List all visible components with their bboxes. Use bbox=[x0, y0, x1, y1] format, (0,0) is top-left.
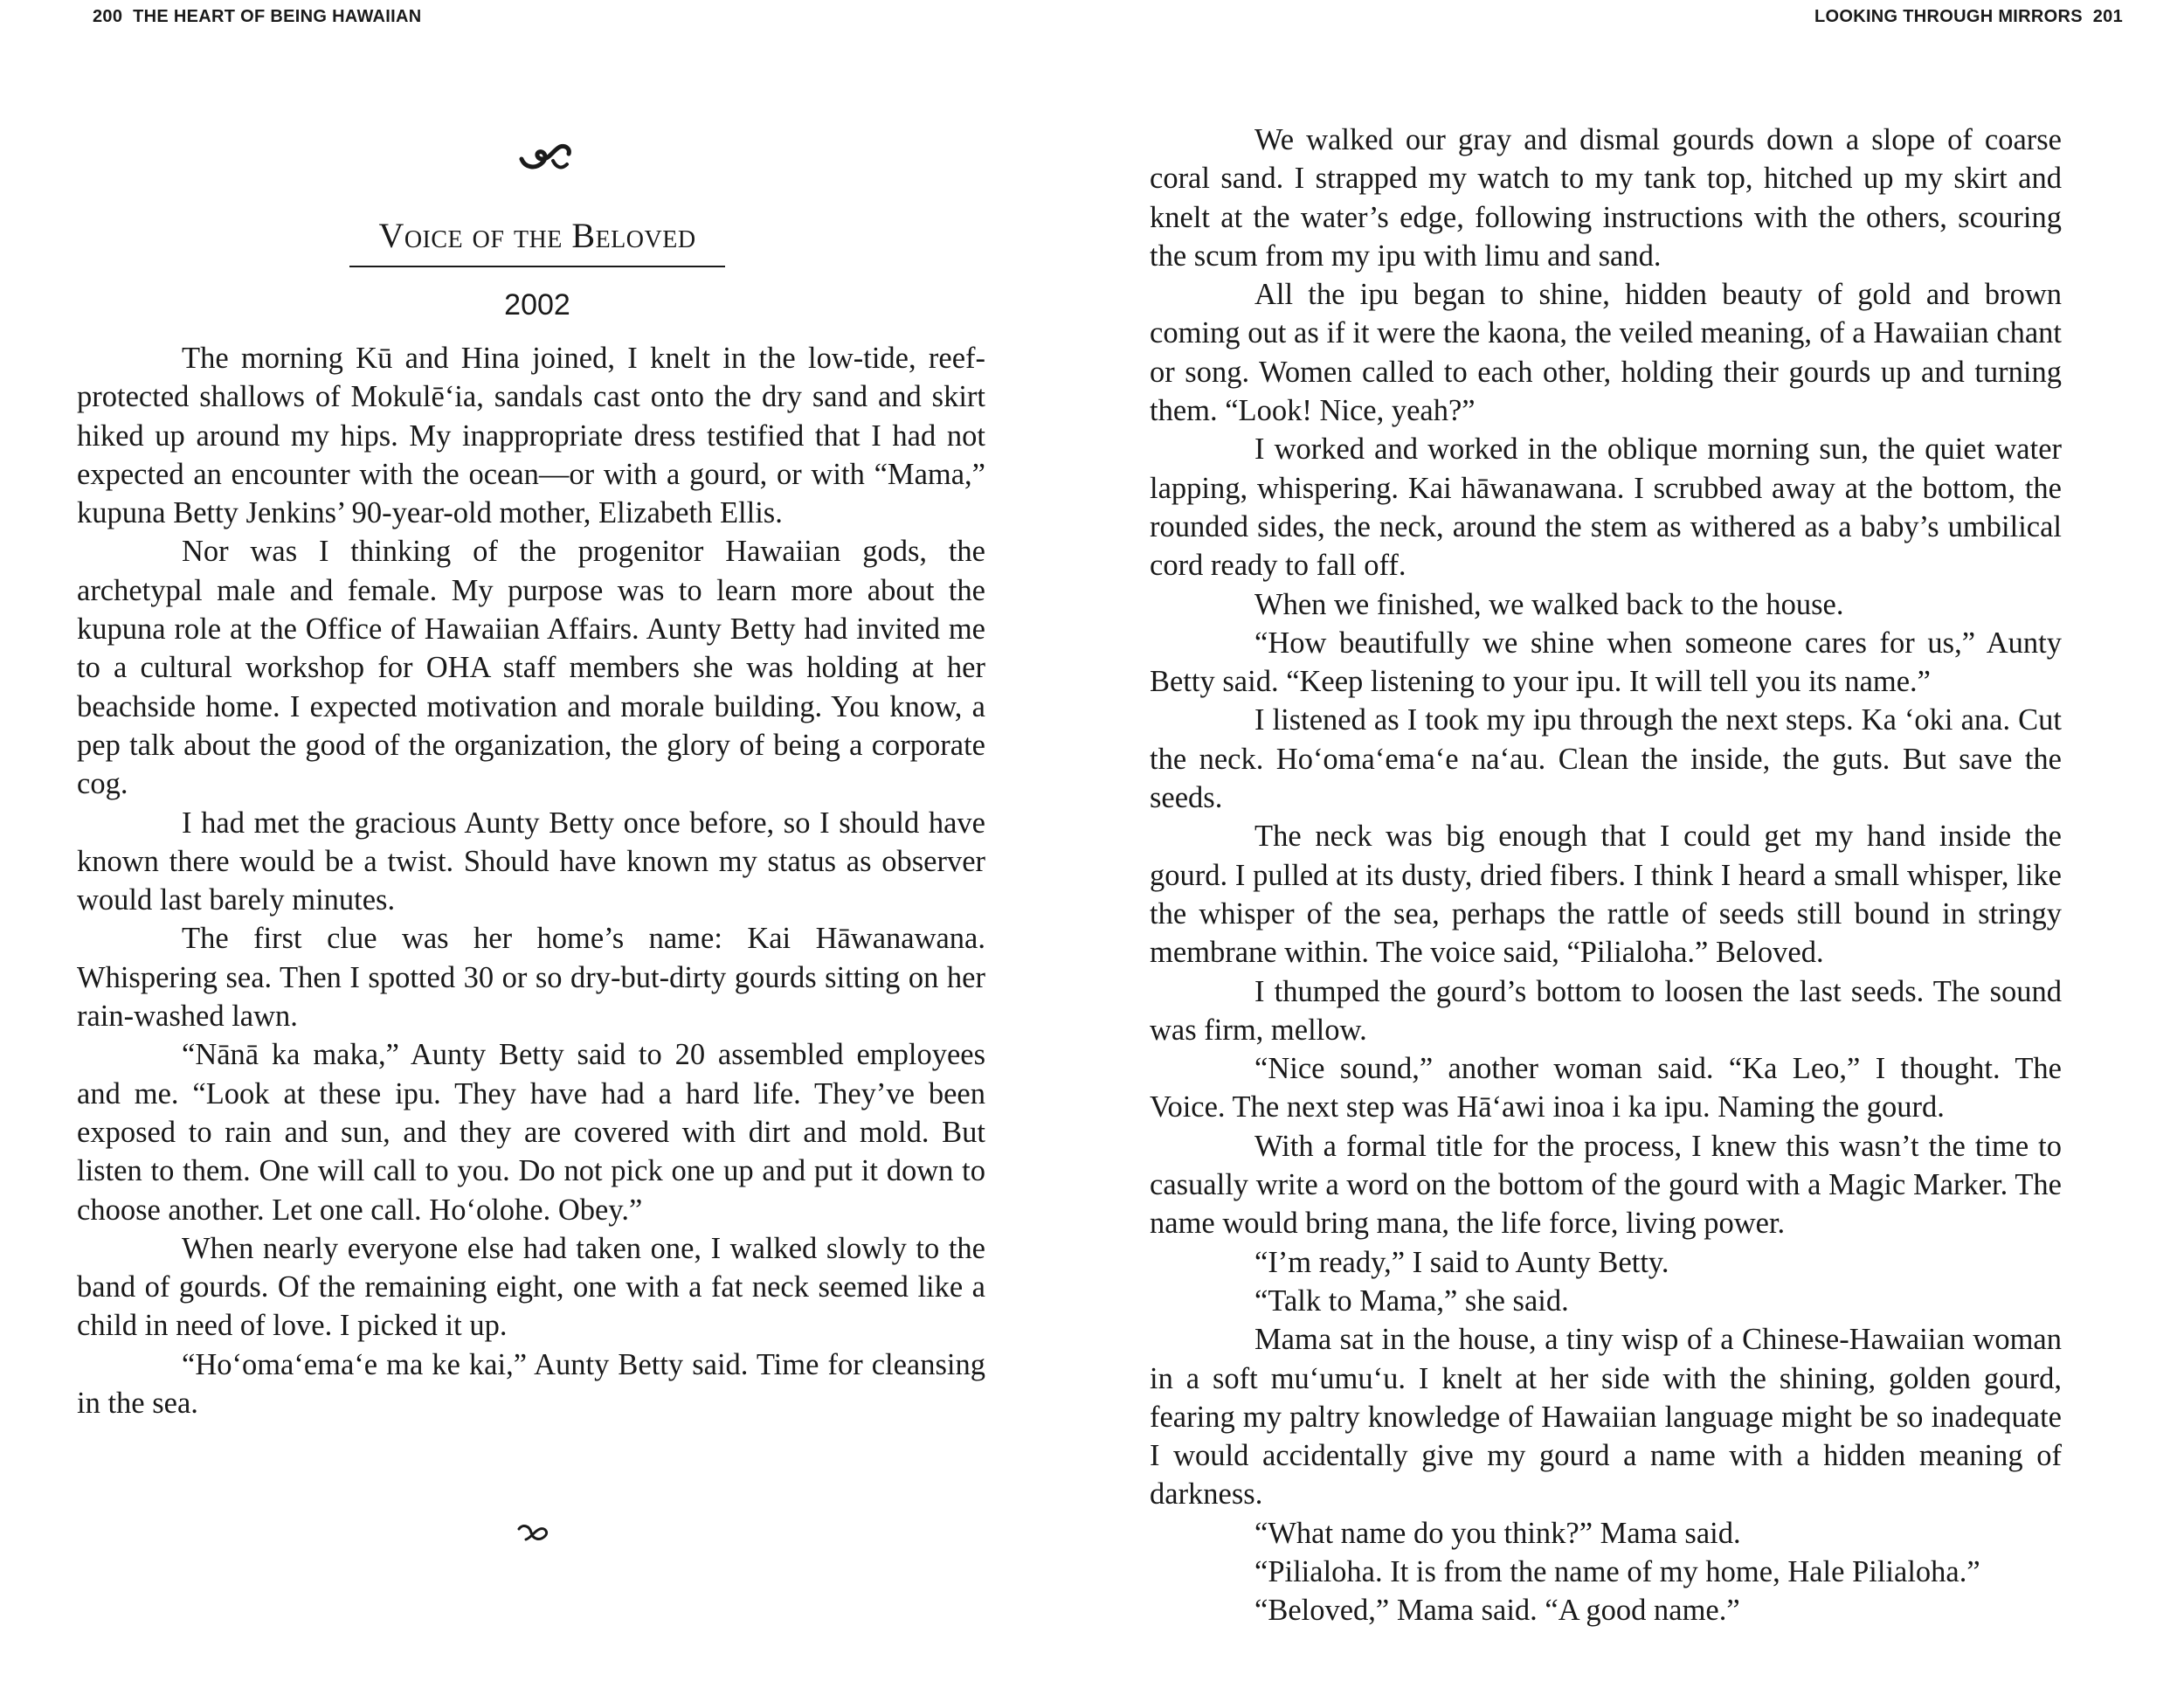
right-body-text bbox=[1150, 121, 2062, 1630]
chapter-title: Voice of the Beloved bbox=[378, 216, 696, 255]
flourish-ornament-icon bbox=[518, 140, 574, 176]
title-underline bbox=[349, 266, 725, 267]
page-number-right: 201 bbox=[2092, 7, 2123, 26]
paragraph: “What name do you think?” Mama said. bbox=[1254, 1516, 1741, 1550]
paragraph: “Ho‘oma‘ema‘e ma ke kai,” Aunty Betty said. Time for cleansing in the sea. bbox=[77, 1347, 985, 1421]
left-body-text bbox=[77, 339, 985, 1422]
section-title-head: LOOKING THROUGH MIRRORS bbox=[1814, 7, 2083, 26]
running-head-right bbox=[1814, 7, 2128, 27]
paragraph: We walked our gray and dismal gourds down a slope of coarse coral sand. I strapped my watch to my tank top, hitched up my skirt and knelt at the water’s edge, following instructions with the others, scouring the scum from my ipu with limu and sand. bbox=[1150, 123, 2062, 273]
paragraph: When nearly everyone else had taken one, I walked slowly to the band of gourds. Of the remaining eight, one with a fat neck seemed like a child in need of love. I picked it up. bbox=[77, 1231, 985, 1343]
paragraph: Mama sat in the house, a tiny wisp of a Chinese-Hawaiian woman in a soft mu‘umu‘u. I knelt at her side with the shining, golden gourd, fearing my paltry knowledge of Hawaiian language might be so inadequate I would accidentally give my gourd a name with a hidden meaning of darkness. bbox=[1150, 1323, 2062, 1512]
paragraph: I thumped the gourd’s bottom to loosen the last seeds. The sound was firm, mellow. bbox=[1150, 974, 2062, 1047]
paragraph: I worked and worked in the oblique morning sun, the quiet water lapping, whispering. Kai hāwanawana. I scrubbed away at the bottom, the rounded sides, the neck, around the stem as withered as a baby’s umbilical cord ready to fall off. bbox=[1150, 432, 2062, 583]
paragraph: “Nice sound,” another woman said. “Ka Leo,” I thought. The Voice. The next step was Hā‘awi inoa i ka ipu. Naming the gourd. bbox=[1150, 1052, 2062, 1124]
paragraph: All the ipu began to shine, hidden beauty of gold and brown coming out as if it were the kaona, the veiled meaning, of a Hawaiian chant or song. Women called to each other, holding their gourds up and turning them. “Look! Nice, yeah?” bbox=[1150, 278, 2062, 428]
small-flourish-ornament-icon bbox=[515, 1520, 550, 1545]
paragraph: “Nānā ka maka,” Aunty Betty said to 20 assembled employees and me. “Look at these ipu. They have had a hard life. They’ve been exposed to rain and sun, and they are covered with dirt and mold. But listen to them. One will call to you. Do not pick one up and put it down to choose another. Let one call. Ho‘olohe. Obey.” bbox=[77, 1038, 985, 1227]
book-title-head: THE HEART OF BEING HAWAIIAN bbox=[133, 7, 422, 26]
chapter-year: 2002 bbox=[504, 288, 570, 322]
paragraph: “Talk to Mama,” she said. bbox=[1254, 1283, 1569, 1318]
paragraph: The neck was big enough that I could get my hand inside the gourd. I pulled at its dusty, dried fibers. I think I heard a small whisper, like the whisper of the sea, perhaps the rattle of seeds still bound in stringy membrane within. The voice said, “Pilialoha.” Beloved. bbox=[1150, 820, 2062, 970]
paragraph: When we finished, we walked back to the house. bbox=[1254, 587, 1844, 621]
running-head-left bbox=[87, 7, 421, 27]
paragraph: “Beloved,” Mama said. “A good name.” bbox=[1254, 1594, 1740, 1628]
paragraph: Nor was I thinking of the progenitor Hawaiian gods, the archetypal male and female. My purpose was to learn more about the kupuna role at the Office of Hawaiian Affairs. Aunty Betty had invited me to a cultural workshop for OHA staff members she was holding at her beachside home. I expected motivation and morale building. You know, a pep talk about the good of the organization, the glory of being a corporate cog. bbox=[77, 535, 985, 801]
paragraph: “How beautifully we shine when someone cares for us,” Aunty Betty said. “Keep listening to your ipu. It will tell you its name.” bbox=[1150, 626, 2062, 699]
paragraph: The first clue was her home’s name: Kai Hāwanawana. Whispering sea. Then I spotted 30 or so dry-but-dirty gourds sitting on her rain-washed lawn. bbox=[77, 922, 985, 1034]
paragraph: “I’m ready,” I said to Aunty Betty. bbox=[1254, 1245, 1669, 1279]
paragraph: “Pilialoha. It is from the name of my home, Hale Pilialoha.” bbox=[1254, 1554, 1980, 1588]
paragraph: I listened as I took my ipu through the next steps. Ka ‘oki ana. Cut the neck. Ho‘oma‘ema‘e na‘au. Clean the inside, the guts. But save the seeds. bbox=[1150, 703, 2062, 815]
page-number-left: 200 bbox=[93, 7, 123, 26]
paragraph: I had met the gracious Aunty Betty once before, so I should have known there would be a twist. Should have known my status as observer would last barely minutes. bbox=[77, 806, 985, 917]
paragraph: With a formal title for the process, I knew this wasn’t the time to casually write a word on the bottom of the gourd with a Magic Marker. The name would bring mana, the life force, living power. bbox=[1150, 1129, 2062, 1241]
paragraph: The morning Kū and Hina joined, I knelt in the low-tide, reef-protected shallows of Mokulē‘ia, sandals cast onto the dry sand and skirt hiked up around my hips. My inappropriate dress testified that I had not expected an encounter with the ocean—or with a gourd, or with “Mama,” kupuna Betty Jenkins’ 90-year-old mother, Elizabeth Ellis. bbox=[77, 342, 985, 530]
right-page bbox=[1092, 0, 2184, 1688]
